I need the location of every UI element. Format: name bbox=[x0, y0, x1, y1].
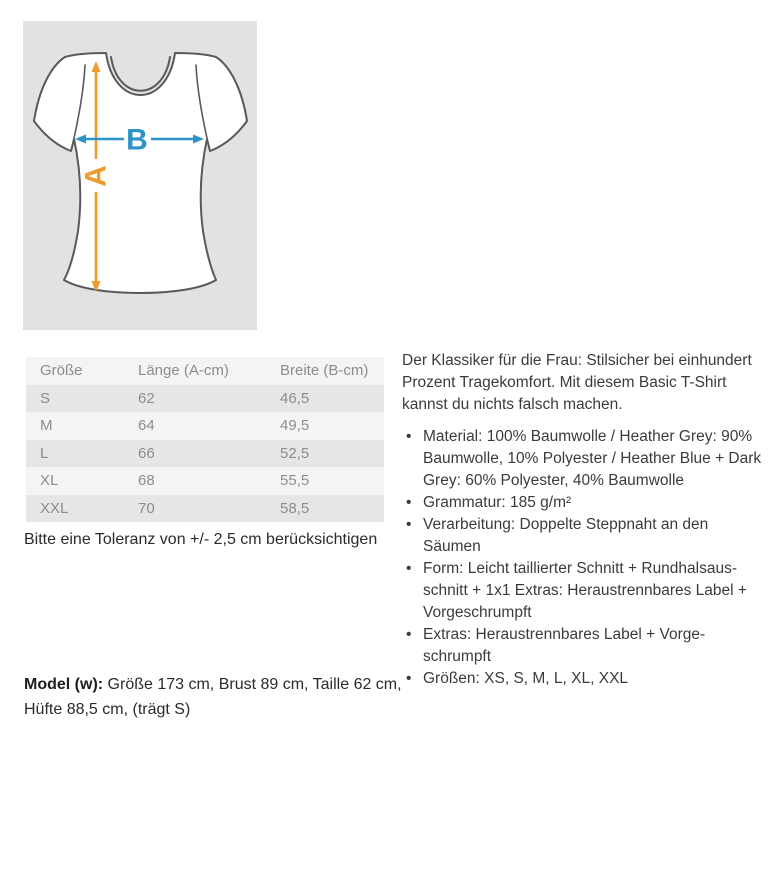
model-info-text: Größe 173 cm, Brust 89 cm, Taille 62 cm, Hüfte 88,5 cm, (trägt S) bbox=[24, 676, 402, 718]
feature-text: Größen: XS, S, M, L, XL, XXL bbox=[423, 670, 629, 687]
table-row bbox=[26, 440, 384, 468]
feature-list bbox=[402, 426, 764, 690]
length-label: A bbox=[79, 165, 113, 187]
feature-text: Extras: Heraustrennbares Label + Vorgeschrumpft bbox=[423, 626, 706, 665]
feature-item-extras bbox=[402, 624, 764, 668]
cell-length: 62 bbox=[138, 389, 155, 407]
cell-width: 52,5 bbox=[280, 444, 310, 462]
cell-length: 70 bbox=[138, 499, 155, 517]
bullet-icon: • bbox=[406, 428, 412, 445]
feature-item-form bbox=[402, 558, 764, 624]
cell-width: 49,5 bbox=[280, 417, 310, 435]
bullet-icon: • bbox=[406, 516, 412, 533]
cell-length: 68 bbox=[138, 472, 155, 490]
feature-item-material bbox=[402, 426, 764, 492]
bullet-icon: • bbox=[406, 560, 412, 577]
model-info bbox=[24, 672, 402, 722]
table-row bbox=[26, 495, 384, 523]
feature-item-grammatur bbox=[402, 492, 764, 514]
cell-size: XL bbox=[40, 472, 59, 490]
product-description bbox=[402, 350, 764, 690]
table-row bbox=[26, 467, 384, 495]
feature-text: Verarbeitung: Doppelte Steppnaht an den Säumen bbox=[423, 516, 709, 555]
cell-size: XXL bbox=[40, 499, 69, 517]
cell-width: 46,5 bbox=[280, 389, 310, 407]
feature-text: Form: Leicht taillierter Schnitt + Rundhalsausschnitt + 1x1 Extras: Heraustrennbares Label + Vorgeschrumpft bbox=[423, 560, 747, 621]
model-info-label: Model (w): bbox=[24, 676, 104, 693]
cell-size: M bbox=[40, 417, 53, 435]
tshirt-measurement-diagram bbox=[23, 21, 257, 330]
cell-size: L bbox=[40, 444, 49, 462]
cell-width: 58,5 bbox=[280, 499, 310, 517]
table-row bbox=[26, 412, 384, 440]
table-row bbox=[26, 385, 384, 413]
cell-size: S bbox=[40, 389, 51, 407]
description-intro: Der Klassiker für die Frau: Stilsicher bei einhundert Prozent Tragekomfort. Mit diesem Basic T-Shirt kannst du nichts falsch machen. bbox=[402, 352, 752, 413]
cell-length: 64 bbox=[138, 417, 155, 435]
feature-item-groessen bbox=[402, 668, 764, 690]
tolerance-note: Bitte eine Toleranz von +/- 2,5 cm berücksichtigen bbox=[24, 531, 378, 548]
size-table-header-row bbox=[26, 357, 384, 385]
cell-width: 55,5 bbox=[280, 472, 310, 490]
feature-text: Material: 100% Baumwolle / Heather Grey: 90% Baumwolle, 10% Polyester / Heather Blue + Dark Grey: 60% Polyester, 40% Baumwolle bbox=[423, 428, 762, 489]
bullet-icon: • bbox=[406, 494, 412, 511]
bullet-icon: • bbox=[406, 670, 412, 687]
width-label: B bbox=[126, 123, 148, 157]
feature-text: Grammatur: 185 g/m² bbox=[423, 494, 572, 511]
cell-length: 66 bbox=[138, 444, 155, 462]
column-header-size: Größe bbox=[40, 362, 83, 380]
bullet-icon: • bbox=[406, 626, 412, 643]
column-header-length: Länge (A-cm) bbox=[138, 362, 229, 380]
column-header-width: Breite (B-cm) bbox=[280, 362, 369, 380]
feature-item-verarbeitung bbox=[402, 514, 764, 558]
size-table bbox=[26, 357, 384, 522]
